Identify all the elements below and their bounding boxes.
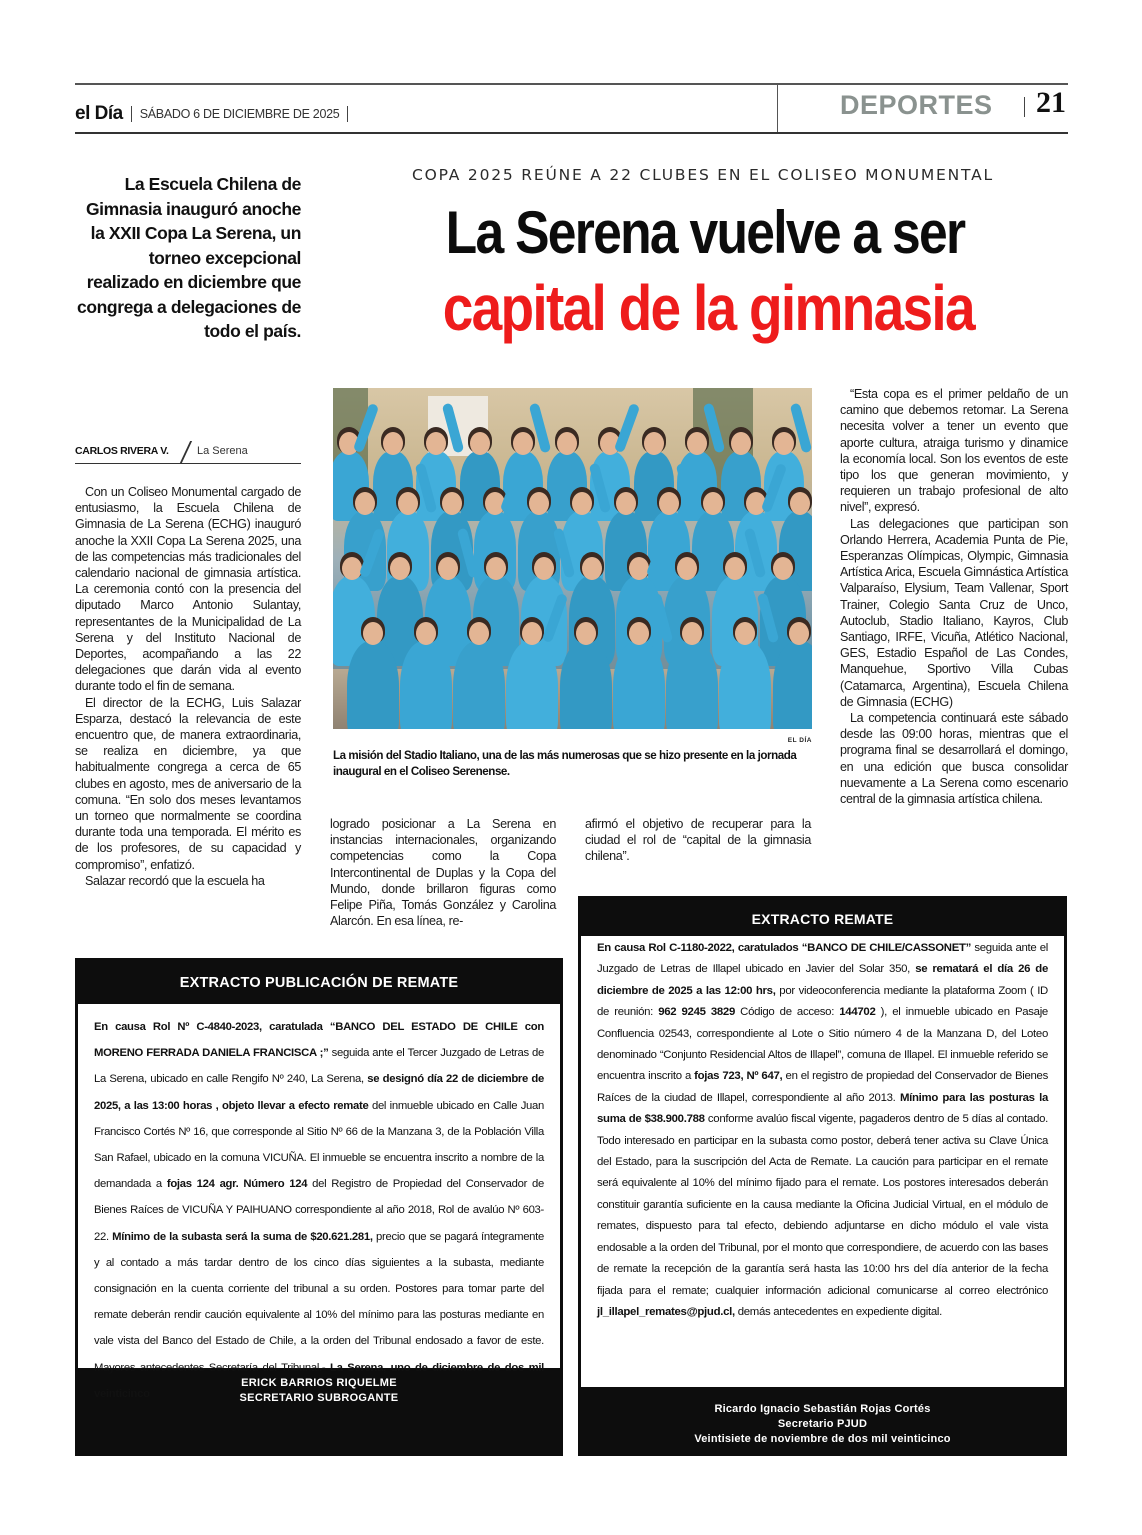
- notice-text: precio que se pagará íntegramente y al contado a más tardar dentro de los cinco días siguientes a la subasta, mediante consignación en la cuenta corriente del tribunal a su orden. Postores para tomar parte del remate deberán rendir caución equivalente al 10% del mínimo para las posturas mediante en vale vista del Banco del Estado de Chile, a la orden del Tribunal endosado a favor de este. Mayores antecedentes Secretaría del Tribunal.-: [94, 1230, 544, 1374]
- gymnast-figure: [347, 641, 399, 729]
- notice-text-bold: En causa Rol Nº C-4840-2023, caratulada “BANCO DEL ESTADO DE CHILE con MORENO FERRADA DANIELA FRANCISCA ;”: [94, 1021, 544, 1060]
- gymnast-face: [582, 557, 602, 580]
- notice-text-bold: 962 9245 3829: [658, 1006, 735, 1019]
- photo-credit: EL DÍA: [787, 737, 812, 744]
- headline-line-1: La Serena vuelve a ser: [445, 199, 965, 266]
- notice-text-bold: Mínimo para las posturas la suma de $38.900.788: [597, 1091, 1049, 1126]
- article-paragraph: “Esta copa es el primer peldaño de un camino que debemos retomar. La Serena necesita volver a tener un evento que aporte cultura, atraiga turismo y dinamice la economía local. Son los eventos de este tipo los que generan movimiento, y requieren un trabajo profesional de alto nivel”, expresó.: [840, 387, 1068, 515]
- gymnast-face: [426, 432, 446, 455]
- article-paragraph: Salazar recordó que la escuela ha: [85, 873, 265, 888]
- article-column-2: [330, 816, 556, 929]
- gymnast-face: [576, 622, 596, 645]
- gymnast-face: [383, 432, 403, 455]
- gymnast-face: [703, 492, 723, 515]
- article-photo: [333, 388, 812, 729]
- notice-text: conforme avalúo fiscal vigente, pagaderos dentro de 5 días al contado. Todo interesado en participar en la subasta como postor, deberá tener activa su Clave Única del Estado, para la suscripción del Acta de Remate. La caución para participar en el remate será equivalente al 10% del mínimo fijado para el remate. Los postores interesados deberán constituir garantía suficiente en la causa mediante la Oficina Judicial Virtual, en el módulo de remates, dispuesto para tal efecto, debiendo adjuntarse en dicho módulo el vale vista endosable a la orden del Tribunal, por el monto que correspondiere, de acuerdo con las bases de remate la recepción de la garantía será hasta las 10:00 hrs del día anterior de la fecha fijada para el remate; cualquier información adicional comunicarse al correo electrónico: [597, 1113, 1049, 1297]
- gymnast-face: [470, 432, 490, 455]
- header-top-rule: [75, 83, 1068, 85]
- notice-text-bold: 144702: [839, 1006, 876, 1019]
- gymnast-face: [789, 622, 809, 645]
- gymnast-face: [644, 432, 664, 455]
- gymnast-face: [731, 432, 751, 455]
- article-paragraph: logrado posicionar a La Serena en instancias internacionales, organizando competencias como la Copa Intercontinental de Duplas y la Copa del Mundo, donde brillaron figuras como Felipe Piña, Tomás González y Carolina Alarcón. En esa línea, re-: [330, 817, 556, 929]
- gymnast-figure: [400, 641, 452, 729]
- article-column-1: [75, 484, 301, 889]
- notice-text: demás antecedentes en expediente digital.: [734, 1305, 943, 1318]
- notice-text: en el registro de propiedad del Conservador de Bienes Raíces de la ciudad de Illapel, correspondiente al año 2013.: [597, 1070, 1048, 1104]
- gymnast-face: [682, 622, 702, 645]
- section-name: DEPORTES: [840, 90, 993, 120]
- notice-signature: [578, 1402, 1067, 1447]
- gymnast-face: [557, 432, 577, 455]
- article-headline: [400, 196, 1010, 346]
- gymnast-face: [363, 622, 383, 645]
- article-paragraph: La competencia continuará este sábado desde las 09:00 horas, mientras que el programa final se desarrollará el domingo, en una edición que busca consolidar nuevamente a La Serena como escenario central de la gimnasia artística chilena.: [840, 711, 1068, 807]
- gymnast-face: [790, 492, 810, 515]
- byline-location: La Serena: [197, 445, 248, 457]
- page-number-separator: [1024, 97, 1025, 117]
- article-paragraph: Con un Coliseo Monumental cargado de entusiasmo, la Escuela Chilena de Gimnasia de La Serena (ECHG) inauguró anoche la XXII Copa La Serena 2025, una de las competencias más tradicionales del calendario nacional de gimnasia artística. La ceremonia contó con la presencia del diputado Marco Antonio Sulantay, representantes de la Municipalidad de La Serena y del Instituto Nacional de Deportes, acompañando a las 22 delegaciones que darán vida al evento durante todo el fin de semana.: [75, 485, 301, 694]
- gymnast-figure: [613, 641, 665, 729]
- notice-text-bold: La Serena, uno de diciembre de dos mil veinticinco: [94, 1361, 545, 1400]
- gymnast-face: [442, 492, 462, 515]
- notice-text: del Registro de Propiedad del Conservador de Bienes Raíces de VICUÑA Y PAIHUANO correspondiente al año 2018, Rol de avalúo Nº 603-22.: [94, 1178, 544, 1243]
- notice-title: EXTRACTO REMATE: [751, 911, 894, 927]
- issue-date: SÁBADO 6 DE DICIEMBRE DE 2025: [139, 107, 340, 121]
- header-divider: [777, 84, 778, 133]
- gymnast-face: [534, 557, 554, 580]
- article-paragraph: afirmó el objetivo de recuperar para la ciudad el rol de “capital de la gimnasia chilena”.: [585, 817, 811, 864]
- gymnast-face: [616, 492, 636, 515]
- notice-text: del inmueble ubicado en Calle Juan Francisco Cortés Nº 16, que corresponde al Sitio Nº 66 de la Manzana 3, de la Población Villa San Rafael, ubicado en la comuna VICUÑA. El inmueble se encuentra inscrito a nombre de la demandada a: [94, 1099, 545, 1191]
- gymnast-figure: [773, 641, 812, 729]
- signature-name: ERICK BARRIOS RIQUELME: [241, 1377, 397, 1389]
- article-column-3: [585, 816, 811, 865]
- notice-text: seguida ante el Juzgado de Letras de Illapel ubicado en Javier del Solar 350,: [597, 942, 1048, 976]
- signature-name: Ricardo Ignacio Sebastián Rojas Cortés: [714, 1403, 931, 1415]
- signature-date: Veintisiete de noviembre de dos mil veinticinco: [694, 1433, 951, 1445]
- gymnast-figure: [666, 641, 718, 729]
- notice-text: ), el inmueble ubicado en Pasaje Confluencia 02543, correspondiente al Lote o Sitio número 4 de la Manzana D, del Loteo denominado “Conjunto Residencial Altos de Illapel”, comuna de Illapel. El inmueble referido se encuentra inscrito a: [597, 1006, 1048, 1083]
- notice-text: por videoconferencia mediante la plataforma Zoom ( ID de reunión:: [597, 984, 1048, 1019]
- gymnast-face: [342, 557, 362, 580]
- byline: [75, 440, 301, 464]
- gymnast-figure: [719, 641, 771, 729]
- gymnast-figure: [453, 641, 505, 729]
- photo-caption: La misión del Stadio Italiano, una de las más numerosas que se hizo presente en la jornada inaugural en el Coliseo Serenense.: [333, 749, 797, 778]
- notice-text: Código de acceso:: [734, 1006, 840, 1019]
- gymnast-face: [773, 557, 793, 580]
- gymnast-face: [629, 622, 649, 645]
- gymnast-face: [390, 557, 410, 580]
- article-paragraph: El director de la ECHG, Luis Salazar Esparza, destacó la relevancia de este encuentro que, de manera extraordinaria, se realiza en diciembre, ya que habitualmente congrega a cerca de 65 clubes en agosto, mes de aniversario de la comuna. “En solo dos meses levantamos un torneo que normalmente se coordina durante toda una temporada. El mérito es de los profesores, de su capacidad y compromiso”, enfatizó.: [75, 695, 301, 872]
- legal-notice-auction-extract: [578, 896, 1067, 1456]
- signature-title: Secretario PJUD: [777, 1418, 868, 1430]
- gymnast-face: [416, 622, 436, 645]
- gymnast-face: [438, 557, 458, 580]
- legal-notice-auction-publication: [75, 958, 563, 1456]
- byline-author: CARLOS RIVERA V.: [75, 445, 169, 457]
- notice-text: seguida ante el Tercer Juzgado de Letras de La Serena, ubicado en calle Rengifo Nº 240, La Serena,: [94, 1047, 544, 1086]
- notice-text-bold: jl_illapel_remates@pjud.cl,: [597, 1305, 735, 1318]
- newspaper-logo: el Día: [75, 103, 123, 124]
- photo-gymnast-group: [333, 423, 812, 693]
- notice-text-bold: se rematará el día 26 de diciembre de 2025 a las 12:00 hrs,: [597, 963, 1048, 997]
- article-kicker: COPA 2025 REÚNE A 22 CLUBES EN EL COLISEO MONUMENTAL: [412, 166, 994, 184]
- article-lead: La Escuela Chilena de Gimnasia inauguró anoche la XXII Copa La Serena, un torneo excepcional realizado en diciembre que congrega a delegaciones de todo el país.: [77, 174, 301, 341]
- page-number: 21: [1036, 86, 1066, 119]
- masthead-separator: [131, 106, 132, 122]
- signature-title: SECRETARIO SUBROGANTE: [239, 1392, 399, 1404]
- gymnast-face: [355, 492, 375, 515]
- headline-line-2: capital de la gimnasia: [442, 272, 974, 344]
- masthead: [75, 100, 356, 128]
- gymnast-face: [486, 557, 506, 580]
- article-column-4: [840, 386, 1068, 807]
- gymnast-figure: [506, 641, 558, 729]
- gymnast-figure: [560, 641, 612, 729]
- gymnast-face: [529, 492, 549, 515]
- notice-text-bold: Mínimo de la subasta será la suma de $20.621.281,: [112, 1230, 373, 1243]
- notice-signature: [75, 1376, 563, 1406]
- header-bottom-rule: [75, 132, 1068, 134]
- notice-title: EXTRACTO PUBLICACIÓN DE REMATE: [179, 975, 459, 991]
- masthead-separator: [347, 106, 348, 122]
- notice-body: [581, 936, 1064, 1387]
- article-paragraph: Las delegaciones que participan son Orlando Herrera, Academia Punta de Pie, Esperanzas Olímpicas, Olympic, Gimnasia Artística Arica, Escuela Gimnástica Artística Valparaíso, Elysium, Team Vallenar, Sport Trainer, Colegio Santa Cruz de Unco, Autoclub, Stadio Italiano, Kayros, Club Santiago, IRFE, Vicuña, Atlético Nacional, GES, Estadio Español de Las Condes, Manquehue, Sportivo Villa Cubas (Catamarca, Argentina), Escuela Chilena de Gimnasia (ECHG): [840, 516, 1068, 709]
- notice-text-bold: fojas 723, Nº 647,: [694, 1070, 783, 1083]
- gymnast-face: [398, 492, 418, 515]
- notice-text-bold: se designó día 22 de diciembre de 2025, a las 13:00 horas , objeto llevar a efecto remate: [94, 1073, 544, 1112]
- notice-text-bold: En causa Rol C-1180-2022, caratulados “BANCO DE CHILE/CASSONET”: [597, 942, 972, 954]
- gymnast-raised-arm: [614, 403, 640, 453]
- notice-text-bold: fojas 124 agr. Número 124: [166, 1178, 308, 1191]
- byline-slash: [180, 441, 192, 463]
